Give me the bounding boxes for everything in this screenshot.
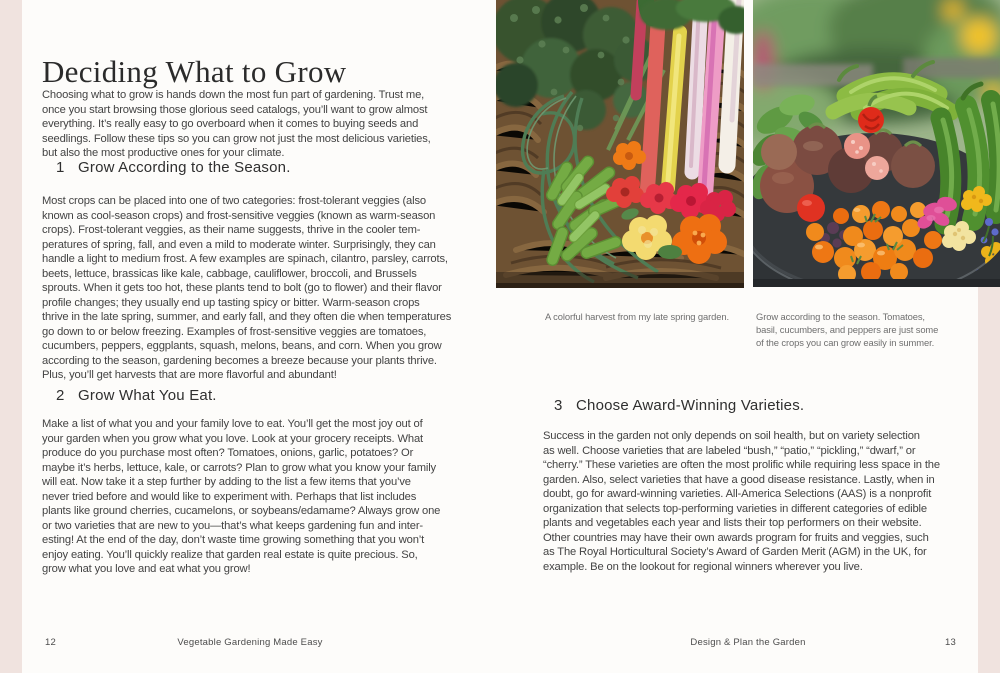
right-page-number: 13 xyxy=(945,637,956,648)
section-1-heading-label: Grow According to the Season. xyxy=(78,159,291,176)
section-1-heading xyxy=(56,159,291,176)
photo-caption-left: A colorful harvest from my late spring garden. xyxy=(545,311,730,323)
photo-summer-crops-bowl xyxy=(753,0,1000,287)
section-2-heading-label: Grow What You Eat. xyxy=(78,387,217,404)
intro-paragraph: Choosing what to grow is hands down the most fun part of gardening. Trust me, once you start browsing those glorious seed catalogs, you’ll want to grow almost everything. It’s really easy to go overboard when it comes to buying seeds and seedlings. Follow these tips so you can grow not just the most delicious varieties, but also the most productive ones for your climate. xyxy=(42,89,431,160)
section-3-number: 3 xyxy=(554,397,563,414)
section-3-heading xyxy=(554,397,804,414)
chapter-title-footer: Design & Plan the Garden xyxy=(690,637,806,648)
page-title: Deciding What to Grow xyxy=(42,53,347,89)
section-2-number: 2 xyxy=(56,387,65,404)
photo-late-spring-harvest xyxy=(496,0,744,288)
photo-caption-right: Grow according to the season. Tomatoes, basil, cucumbers, and peppers are just some of the crops you can grow easily in summer. xyxy=(756,311,939,349)
left-page-number: 12 xyxy=(45,637,56,648)
section-2-heading xyxy=(56,387,217,404)
section-2-body: Make a list of what you and your family love to eat. You’ll get the most joy out of your garden when you grow what you love. Look at your grocery receipts. What produce do you purchase most often? Tomatoes, onions, garlic, potatoes? Or maybe it’s herbs, lettuce, kale, or carrots? Plan to grow what you know your family will eat. Now take it a step further by adding to the list a few items that you’ve never tried before and would like to experiment with. Perhaps that list includes plants like ground cherries, cucamelons, or soybeans/edamame? Always grow one or two varieties that are new to you—that’s what keeps gardening fun and inter- esting! At the end of the day, don’t waste time growing something that you won’t enjoy eating. You’ll quickly realize that garden real estate is quite precious. So, grow what you love and eat what you grow! xyxy=(42,418,441,576)
section-3-body: Success in the garden not only depends on soil health, but on variety selection as well. Choose varieties that are labeled “bush,” “patio,” “pickling,” “dwarf,” or “cherry.” These varieties are often the most prolific while requiring less space in the garden. Also, select varieties that have a good disease resistance. Lastly, when in doubt, go for award-winning varieties. All-America Selections (AAS) is a nonprofit organization that selects top-performing varieties in different categories of edible plants and vegetables each year and lists their top performers on their website. Other countries may have their own awards program for fruits and veggies, such as The Royal Horticultural Society’s Award of Garden Merit (AGM) in the UK, for example. Be on the lookout for regional winners wherever you live. xyxy=(543,430,940,573)
section-1-number: 1 xyxy=(56,159,65,176)
section-1-body: Most crops can be placed into one of two categories: frost-tolerant veggies (also known as cool-season crops) and frost-sensitive veggies (known as warm-season crops). Frost-tolerant veggies, as their name suggests, thrive in the cooler tem- peratures of spring, fall, and even a mild to moderate winter. Surprisingly, they can handle a light to medium frost. A few examples are spinach, cilantro, parsley, carrots, beets, lettuce, brassicas like kale, cabbage, cauliflower, broccoli, and Brussels sprouts. When it gets too hot, these plants tend to bolt (go to flower) and their flavor profile changes; they usually end up tasting spicy or bitter. Warm-season crops thrive in the late spring, summer, and early fall, and they often die when temperatures go down to or below freezing. Examples of frost-sensitive veggies are tomatoes, cucumbers, peppers, eggplants, squash, melons, beans, and corn. When you grow according to the season, gardening becomes a breeze because your plants thrive. Plus, you’ll get harvests that are more flavorful and abundant! xyxy=(42,195,452,382)
book-title-footer: Vegetable Gardening Made Easy xyxy=(177,637,323,648)
section-3-heading-label: Choose Award-Winning Varieties. xyxy=(576,397,805,414)
left-edge-strip xyxy=(0,0,22,673)
